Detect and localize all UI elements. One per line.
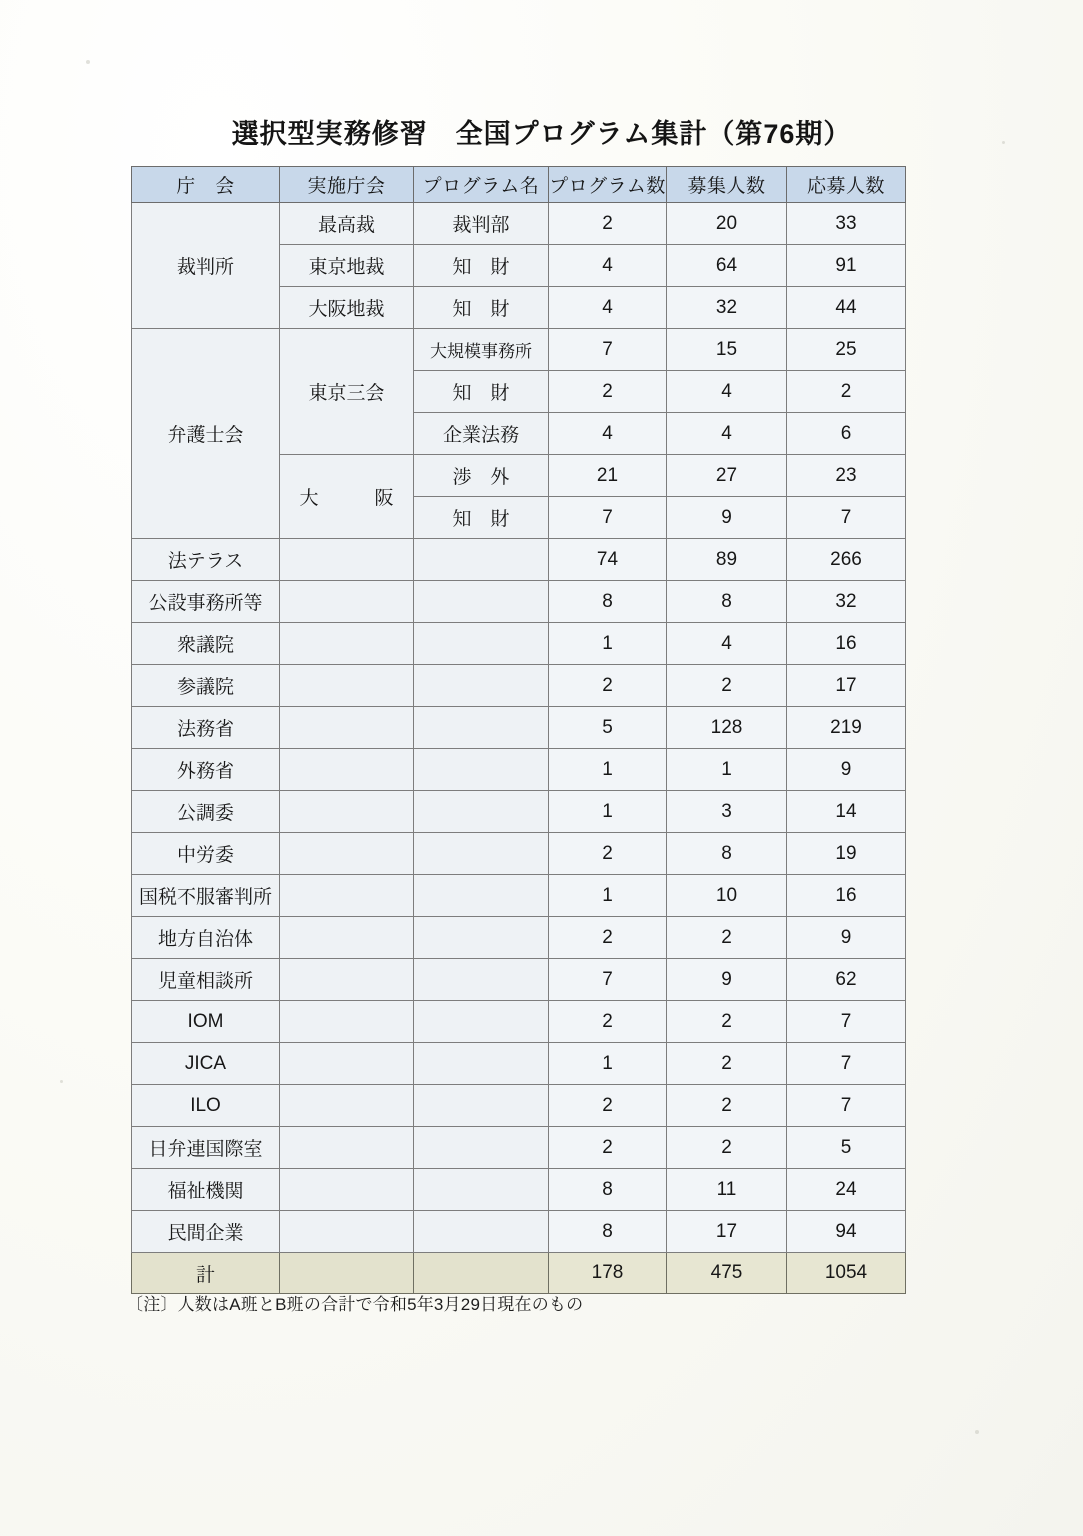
table-row bbox=[132, 1085, 906, 1127]
cell-program-count: 2 bbox=[549, 665, 667, 707]
cell-program-count: 8 bbox=[549, 1169, 667, 1211]
cell-applicants: 266 bbox=[787, 539, 906, 581]
table-row bbox=[132, 791, 906, 833]
cell-program-count: 8 bbox=[549, 1211, 667, 1253]
cell-program-count: 2 bbox=[549, 833, 667, 875]
cell-program bbox=[414, 1085, 549, 1127]
cell-quota: 4 bbox=[667, 371, 787, 413]
cell-program bbox=[414, 1211, 549, 1253]
cell-program: 裁判部 bbox=[414, 203, 549, 245]
cell-applicants: 62 bbox=[787, 959, 906, 1001]
cell-program-count: 2 bbox=[549, 203, 667, 245]
cell-office bbox=[280, 1169, 414, 1211]
cell-agency: ILO bbox=[132, 1085, 280, 1127]
cell-agency: 国税不服審判所 bbox=[132, 875, 280, 917]
table-row bbox=[132, 1043, 906, 1085]
cell-agency: 参議院 bbox=[132, 665, 280, 707]
table-row bbox=[132, 623, 906, 665]
column-header-office: 実施庁会 bbox=[280, 167, 414, 203]
cell-total-applicants: 1054 bbox=[787, 1253, 906, 1294]
cell-quota: 2 bbox=[667, 1085, 787, 1127]
cell-quota: 32 bbox=[667, 287, 787, 329]
cell-office bbox=[280, 539, 414, 581]
cell-office: 東京地裁 bbox=[280, 245, 414, 287]
cell-quota: 27 bbox=[667, 455, 787, 497]
cell-quota: 2 bbox=[667, 1043, 787, 1085]
page-title: 選択型実務修習 全国プログラム集計（第76期） bbox=[231, 119, 852, 149]
cell-applicants: 16 bbox=[787, 623, 906, 665]
cell-office: 最高裁 bbox=[280, 203, 414, 245]
cell-quota: 2 bbox=[667, 1127, 787, 1169]
table-row bbox=[132, 959, 906, 1001]
cell-agency: IOM bbox=[132, 1001, 280, 1043]
cell-office bbox=[280, 959, 414, 1001]
cell-applicants: 9 bbox=[787, 917, 906, 959]
cell-program-count: 1 bbox=[549, 749, 667, 791]
table-row bbox=[132, 203, 906, 245]
cell-program bbox=[414, 1127, 549, 1169]
cell-program: 知 財 bbox=[414, 245, 549, 287]
scan-speck bbox=[86, 60, 90, 64]
table-row bbox=[132, 917, 906, 959]
cell-total-program-count: 178 bbox=[549, 1253, 667, 1294]
cell-applicants: 91 bbox=[787, 245, 906, 287]
cell-office bbox=[280, 833, 414, 875]
cell-program bbox=[414, 665, 549, 707]
table-row bbox=[132, 539, 906, 581]
cell-program-count: 4 bbox=[549, 287, 667, 329]
cell-office bbox=[280, 749, 414, 791]
table-row bbox=[132, 1169, 906, 1211]
cell-program-count: 7 bbox=[549, 329, 667, 371]
column-header-program: プログラム名 bbox=[414, 167, 549, 203]
cell-quota: 20 bbox=[667, 203, 787, 245]
cell-agency: 弁護士会 bbox=[132, 329, 280, 539]
cell-applicants: 17 bbox=[787, 665, 906, 707]
cell-program-count: 1 bbox=[549, 875, 667, 917]
cell-quota: 2 bbox=[667, 1001, 787, 1043]
cell-program-count: 8 bbox=[549, 581, 667, 623]
cell-applicants: 7 bbox=[787, 1001, 906, 1043]
cell-program bbox=[414, 707, 549, 749]
cell-office bbox=[280, 665, 414, 707]
cell-office bbox=[280, 1001, 414, 1043]
column-header-quota: 募集人数 bbox=[667, 167, 787, 203]
cell-program-count: 1 bbox=[549, 623, 667, 665]
cell-agency: JICA bbox=[132, 1043, 280, 1085]
table-total-row bbox=[132, 1253, 906, 1294]
cell-program-count: 74 bbox=[549, 539, 667, 581]
cell-office bbox=[280, 1211, 414, 1253]
column-header-program-count: プログラム数 bbox=[549, 167, 667, 203]
cell-quota: 4 bbox=[667, 413, 787, 455]
column-header-applicants: 応募人数 bbox=[787, 167, 906, 203]
cell-applicants: 7 bbox=[787, 1043, 906, 1085]
cell-program bbox=[414, 875, 549, 917]
cell-program bbox=[414, 581, 549, 623]
cell-quota: 15 bbox=[667, 329, 787, 371]
cell-office bbox=[280, 1085, 414, 1127]
table-header-row bbox=[132, 167, 906, 203]
cell-office: 大阪地裁 bbox=[280, 287, 414, 329]
table-body bbox=[132, 203, 906, 1294]
cell-office bbox=[280, 1043, 414, 1085]
cell-program: 渉 外 bbox=[414, 455, 549, 497]
cell-program-count: 7 bbox=[549, 959, 667, 1001]
cell-quota: 1 bbox=[667, 749, 787, 791]
program-summary-table bbox=[131, 166, 906, 1294]
cell-agency: 地方自治体 bbox=[132, 917, 280, 959]
cell-program bbox=[414, 833, 549, 875]
cell-quota: 3 bbox=[667, 791, 787, 833]
cell-agency: 法務省 bbox=[132, 707, 280, 749]
cell-program-count: 1 bbox=[549, 791, 667, 833]
cell-program bbox=[414, 1169, 549, 1211]
cell-total-program bbox=[414, 1253, 549, 1294]
cell-program bbox=[414, 959, 549, 1001]
cell-program bbox=[414, 917, 549, 959]
cell-program-count: 2 bbox=[549, 371, 667, 413]
cell-agency: 児童相談所 bbox=[132, 959, 280, 1001]
cell-quota: 8 bbox=[667, 581, 787, 623]
cell-program: 知 財 bbox=[414, 497, 549, 539]
cell-office: 東京三会 bbox=[280, 329, 414, 455]
cell-program-count: 7 bbox=[549, 497, 667, 539]
cell-program bbox=[414, 1001, 549, 1043]
cell-program-count: 1 bbox=[549, 1043, 667, 1085]
column-header-agency: 庁 会 bbox=[132, 167, 280, 203]
scan-speck bbox=[60, 1080, 63, 1083]
cell-total-quota: 475 bbox=[667, 1253, 787, 1294]
table-row bbox=[132, 1211, 906, 1253]
cell-office bbox=[280, 623, 414, 665]
cell-program-count: 2 bbox=[549, 1001, 667, 1043]
table-row bbox=[132, 875, 906, 917]
table-row bbox=[132, 707, 906, 749]
cell-office bbox=[280, 875, 414, 917]
cell-quota: 2 bbox=[667, 917, 787, 959]
cell-applicants: 2 bbox=[787, 371, 906, 413]
cell-office bbox=[280, 917, 414, 959]
cell-agency: 法テラス bbox=[132, 539, 280, 581]
cell-program-count: 2 bbox=[549, 1127, 667, 1169]
cell-agency: 公設事務所等 bbox=[132, 581, 280, 623]
cell-applicants: 7 bbox=[787, 497, 906, 539]
cell-applicants: 33 bbox=[787, 203, 906, 245]
cell-total-office bbox=[280, 1253, 414, 1294]
cell-applicants: 16 bbox=[787, 875, 906, 917]
cell-applicants: 32 bbox=[787, 581, 906, 623]
cell-office bbox=[280, 791, 414, 833]
table-row bbox=[132, 581, 906, 623]
cell-agency: 民間企業 bbox=[132, 1211, 280, 1253]
cell-agency: 中労委 bbox=[132, 833, 280, 875]
cell-applicants: 23 bbox=[787, 455, 906, 497]
cell-program-count: 2 bbox=[549, 1085, 667, 1127]
cell-program-count: 21 bbox=[549, 455, 667, 497]
cell-applicants: 19 bbox=[787, 833, 906, 875]
cell-total-label: 計 bbox=[132, 1253, 280, 1294]
cell-office bbox=[280, 707, 414, 749]
table-row bbox=[132, 665, 906, 707]
cell-office bbox=[280, 581, 414, 623]
cell-program bbox=[414, 623, 549, 665]
cell-program-count: 4 bbox=[549, 245, 667, 287]
footnote: 〔注〕人数はA班とB班の合計で令和5年3月29日現在のもの bbox=[126, 1295, 584, 1314]
cell-quota: 9 bbox=[667, 497, 787, 539]
cell-agency: 裁判所 bbox=[132, 203, 280, 329]
cell-applicants: 94 bbox=[787, 1211, 906, 1253]
cell-program-count: 4 bbox=[549, 413, 667, 455]
cell-program: 企業法務 bbox=[414, 413, 549, 455]
cell-quota: 128 bbox=[667, 707, 787, 749]
table-row bbox=[132, 833, 906, 875]
cell-quota: 4 bbox=[667, 623, 787, 665]
cell-quota: 10 bbox=[667, 875, 787, 917]
cell-applicants: 7 bbox=[787, 1085, 906, 1127]
scan-speck bbox=[1002, 141, 1005, 144]
cell-quota: 17 bbox=[667, 1211, 787, 1253]
scan-speck bbox=[975, 1430, 979, 1434]
cell-office: 大 阪 bbox=[280, 455, 414, 539]
cell-applicants: 44 bbox=[787, 287, 906, 329]
cell-office bbox=[280, 1127, 414, 1169]
table-row bbox=[132, 329, 906, 371]
cell-applicants: 9 bbox=[787, 749, 906, 791]
cell-applicants: 6 bbox=[787, 413, 906, 455]
cell-agency: 衆議院 bbox=[132, 623, 280, 665]
cell-program: 知 財 bbox=[414, 371, 549, 413]
cell-quota: 89 bbox=[667, 539, 787, 581]
cell-applicants: 5 bbox=[787, 1127, 906, 1169]
cell-program bbox=[414, 749, 549, 791]
cell-program bbox=[414, 539, 549, 581]
cell-quota: 8 bbox=[667, 833, 787, 875]
cell-applicants: 24 bbox=[787, 1169, 906, 1211]
cell-agency: 日弁連国際室 bbox=[132, 1127, 280, 1169]
cell-program bbox=[414, 791, 549, 833]
cell-applicants: 14 bbox=[787, 791, 906, 833]
cell-quota: 9 bbox=[667, 959, 787, 1001]
cell-quota: 64 bbox=[667, 245, 787, 287]
table-row bbox=[132, 749, 906, 791]
cell-program-count: 5 bbox=[549, 707, 667, 749]
cell-quota: 11 bbox=[667, 1169, 787, 1211]
cell-agency: 福祉機関 bbox=[132, 1169, 280, 1211]
cell-program-count: 2 bbox=[549, 917, 667, 959]
cell-quota: 2 bbox=[667, 665, 787, 707]
table-row bbox=[132, 1001, 906, 1043]
cell-program: 知 財 bbox=[414, 287, 549, 329]
cell-applicants: 25 bbox=[787, 329, 906, 371]
cell-program bbox=[414, 1043, 549, 1085]
cell-applicants: 219 bbox=[787, 707, 906, 749]
cell-program: 大規模事務所 bbox=[414, 329, 549, 371]
cell-agency: 外務省 bbox=[132, 749, 280, 791]
table-row bbox=[132, 1127, 906, 1169]
cell-agency: 公調委 bbox=[132, 791, 280, 833]
